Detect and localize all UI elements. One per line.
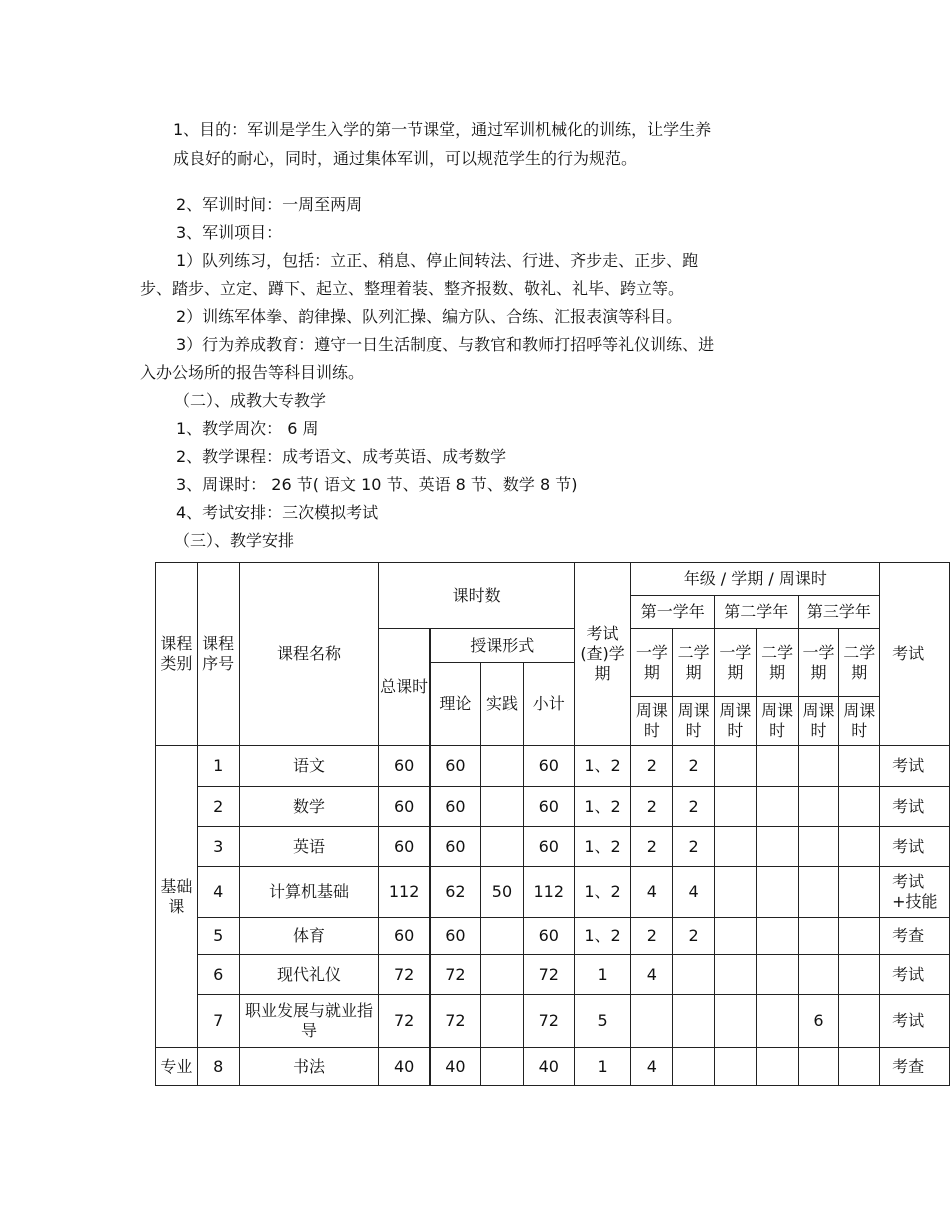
header-weekly-3: 周课时 bbox=[715, 697, 757, 746]
row-weekly bbox=[756, 1048, 798, 1086]
row-weekly bbox=[756, 827, 798, 867]
row-name: 英语 bbox=[239, 827, 379, 867]
row-seq: 1 bbox=[197, 746, 239, 787]
row-weekly bbox=[715, 918, 757, 955]
header-subtotal: 小计 bbox=[523, 663, 574, 746]
row-theory: 60 bbox=[430, 746, 481, 787]
row-total: 60 bbox=[379, 918, 430, 955]
row-seq: 3 bbox=[197, 827, 239, 867]
header-weekly-4: 周课时 bbox=[756, 697, 798, 746]
row-weekly bbox=[756, 918, 798, 955]
header-weekly-2: 周课时 bbox=[673, 697, 715, 746]
row-weekly bbox=[673, 955, 715, 995]
category-basic: 基础课 bbox=[156, 746, 198, 1048]
weekly-hours: 3、周课时： 26 节( 语文 10 节、英语 8 节、数学 8 节) bbox=[176, 475, 578, 494]
row-practice bbox=[481, 827, 524, 867]
row-weekly: 4 bbox=[631, 1048, 673, 1086]
row-practice bbox=[481, 1048, 524, 1086]
row-weekly bbox=[631, 995, 673, 1048]
row-name: 现代礼仪 bbox=[239, 955, 379, 995]
row-subtotal: 40 bbox=[523, 1048, 574, 1086]
row-theory: 60 bbox=[430, 918, 481, 955]
section2-title: （二）、成教大专教学 bbox=[174, 391, 327, 410]
table-row bbox=[156, 1048, 950, 1086]
row-exam-term: 1 bbox=[574, 955, 631, 995]
header-year3: 第三学年 bbox=[798, 596, 880, 629]
row-subtotal: 72 bbox=[523, 995, 574, 1048]
teaching-plan-table bbox=[155, 562, 950, 1086]
row-subtotal: 60 bbox=[523, 787, 574, 827]
row-seq: 2 bbox=[197, 787, 239, 827]
row-subtotal: 60 bbox=[523, 827, 574, 867]
row-weekly bbox=[673, 995, 715, 1048]
row-total: 60 bbox=[379, 746, 430, 787]
row-assess: 考试 bbox=[880, 955, 950, 995]
row-assess: 考查 bbox=[880, 918, 950, 955]
row-practice bbox=[481, 995, 524, 1048]
row-theory: 60 bbox=[430, 787, 481, 827]
row-weekly: 2 bbox=[673, 787, 715, 827]
row-weekly bbox=[839, 867, 880, 918]
row-weekly bbox=[715, 746, 757, 787]
header-category: 课程类别 bbox=[156, 563, 198, 746]
purpose-line-1: 1、目的：军训是学生入学的第一节课堂，通过军训机械化的训练，让学生养 bbox=[173, 120, 712, 139]
row-seq: 7 bbox=[197, 995, 239, 1048]
header-y1-t2: 二学期 bbox=[673, 629, 715, 697]
row-theory: 72 bbox=[430, 995, 481, 1048]
row-seq: 6 bbox=[197, 955, 239, 995]
row-weekly: 4 bbox=[673, 867, 715, 918]
row-weekly bbox=[756, 787, 798, 827]
row-practice bbox=[481, 918, 524, 955]
row-assess: 考试 bbox=[880, 827, 950, 867]
row-weekly bbox=[756, 867, 798, 918]
row-weekly bbox=[715, 787, 757, 827]
row-weekly bbox=[839, 787, 880, 827]
row-theory: 40 bbox=[430, 1048, 481, 1086]
row-assess: 考试 bbox=[880, 995, 950, 1048]
row-weekly bbox=[798, 867, 839, 918]
row-practice bbox=[481, 787, 524, 827]
teaching-courses: 2、教学课程：成考语文、成考英语、成考数学 bbox=[176, 447, 507, 466]
row-weekly bbox=[798, 787, 839, 827]
header-row-1 bbox=[156, 563, 950, 596]
header-weekly-6: 周课时 bbox=[839, 697, 880, 746]
row-practice bbox=[481, 955, 524, 995]
header-hours-group: 课时数 bbox=[379, 563, 574, 629]
row-theory: 62 bbox=[430, 867, 481, 918]
category-major: 专业 bbox=[156, 1048, 198, 1086]
row-weekly: 2 bbox=[631, 827, 673, 867]
row-total: 72 bbox=[379, 995, 430, 1048]
row-total: 72 bbox=[379, 955, 430, 995]
row-seq: 5 bbox=[197, 918, 239, 955]
row-weekly bbox=[839, 746, 880, 787]
header-name: 课程名称 bbox=[239, 563, 379, 746]
header-year2: 第二学年 bbox=[715, 596, 799, 629]
table-row bbox=[156, 867, 950, 918]
training-time: 2、军训时间：一周至两周 bbox=[176, 195, 363, 214]
row-weekly: 2 bbox=[631, 746, 673, 787]
row-name: 职业发展与就业指导 bbox=[239, 995, 379, 1048]
row-theory: 60 bbox=[430, 827, 481, 867]
header-total: 总课时 bbox=[379, 629, 430, 746]
row-theory: 72 bbox=[430, 955, 481, 995]
row-assess: 考试 bbox=[880, 746, 950, 787]
row-weekly bbox=[839, 1048, 880, 1086]
header-y3-t2: 二学期 bbox=[839, 629, 880, 697]
row-seq: 4 bbox=[197, 867, 239, 918]
training-items-title: 3、军训项目： bbox=[176, 223, 283, 242]
header-year1: 第一学年 bbox=[631, 596, 715, 629]
header-form: 授课形式 bbox=[430, 629, 574, 663]
row-weekly: 2 bbox=[673, 746, 715, 787]
row-exam-term: 5 bbox=[574, 995, 631, 1048]
row-weekly bbox=[839, 995, 880, 1048]
row-subtotal: 60 bbox=[523, 918, 574, 955]
row-weekly bbox=[798, 1048, 839, 1086]
row-name: 书法 bbox=[239, 1048, 379, 1086]
item1-line-2: 步、踏步、立定、蹲下、起立、整理着装、整齐报数、敬礼、礼毕、跨立等。 bbox=[140, 279, 685, 298]
row-weekly bbox=[715, 955, 757, 995]
row-weekly: 4 bbox=[631, 867, 673, 918]
table-row bbox=[156, 827, 950, 867]
row-weekly bbox=[715, 1048, 757, 1086]
teaching-weeks: 1、教学周次： 6 周 bbox=[176, 419, 319, 438]
header-practice: 实践 bbox=[481, 663, 524, 746]
row-weekly bbox=[798, 827, 839, 867]
row-weekly bbox=[715, 827, 757, 867]
row-weekly bbox=[798, 746, 839, 787]
row-weekly: 4 bbox=[631, 955, 673, 995]
row-total: 60 bbox=[379, 787, 430, 827]
row-subtotal: 112 bbox=[523, 867, 574, 918]
row-practice bbox=[481, 746, 524, 787]
row-exam-term: 1 bbox=[574, 1048, 631, 1086]
row-weekly bbox=[839, 955, 880, 995]
header-theory: 理论 bbox=[430, 663, 481, 746]
row-weekly bbox=[756, 995, 798, 1048]
header-assess: 考试 bbox=[880, 563, 950, 746]
row-weekly bbox=[756, 746, 798, 787]
row-name: 计算机基础 bbox=[239, 867, 379, 918]
header-y3-t1: 一学期 bbox=[798, 629, 839, 697]
item1-line-1: 1）队列练习，包括：立正、稍息、停止间转法、行进、齐步走、正步、跑 bbox=[176, 251, 699, 270]
row-weekly bbox=[756, 955, 798, 995]
row-weekly: 6 bbox=[798, 995, 839, 1048]
header-seq: 课程序号 bbox=[197, 563, 239, 746]
row-name: 体育 bbox=[239, 918, 379, 955]
row-weekly bbox=[715, 995, 757, 1048]
row-weekly: 2 bbox=[631, 918, 673, 955]
table-row bbox=[156, 995, 950, 1048]
exam-arrangement: 4、考试安排：三次模拟考试 bbox=[176, 503, 379, 522]
row-practice: 50 bbox=[481, 867, 524, 918]
row-assess: 考试 bbox=[880, 787, 950, 827]
header-y2-t1: 一学期 bbox=[715, 629, 757, 697]
row-total: 60 bbox=[379, 827, 430, 867]
row-name: 语文 bbox=[239, 746, 379, 787]
row-exam-term: 1、2 bbox=[574, 827, 631, 867]
row-weekly bbox=[798, 918, 839, 955]
header-y1-t1: 一学期 bbox=[631, 629, 673, 697]
header-exam-term: 考试(查)学期 bbox=[574, 563, 631, 746]
header-weekly-5: 周课时 bbox=[798, 697, 839, 746]
row-assess: 考查 bbox=[880, 1048, 950, 1086]
row-weekly bbox=[798, 955, 839, 995]
row-weekly bbox=[673, 1048, 715, 1086]
row-weekly: 2 bbox=[631, 787, 673, 827]
item3-line-2: 入办公场所的报告等科目训练。 bbox=[140, 363, 365, 382]
row-weekly bbox=[715, 867, 757, 918]
row-weekly: 2 bbox=[673, 827, 715, 867]
header-y2-t2: 二学期 bbox=[756, 629, 798, 697]
section3-title: （三）、教学安排 bbox=[174, 531, 295, 550]
table-row bbox=[156, 918, 950, 955]
row-exam-term: 1、2 bbox=[574, 918, 631, 955]
row-assess: 考试+技能 bbox=[880, 867, 950, 918]
purpose-line-2: 成良好的耐心，同时，通过集体军训，可以规范学生的行为规范。 bbox=[173, 149, 638, 168]
table-row bbox=[156, 746, 950, 787]
header-weekly-1: 周课时 bbox=[631, 697, 673, 746]
row-subtotal: 72 bbox=[523, 955, 574, 995]
item2: 2）训练军体拳、韵律操、队列汇操、编方队、合练、汇报表演等科目。 bbox=[176, 307, 683, 326]
row-seq: 8 bbox=[197, 1048, 239, 1086]
table-row bbox=[156, 955, 950, 995]
row-subtotal: 60 bbox=[523, 746, 574, 787]
row-total: 112 bbox=[379, 867, 430, 918]
item3-line-1: 3）行为养成教育：遵守一日生活制度、与教官和教师打招呼等礼仪训练、进 bbox=[176, 335, 715, 354]
row-weekly bbox=[839, 827, 880, 867]
row-name: 数学 bbox=[239, 787, 379, 827]
header-grade-group: 年级 / 学期 / 周课时 bbox=[631, 563, 880, 596]
row-exam-term: 1、2 bbox=[574, 746, 631, 787]
table-row bbox=[156, 787, 950, 827]
row-total: 40 bbox=[379, 1048, 430, 1086]
row-exam-term: 1、2 bbox=[574, 787, 631, 827]
row-weekly: 2 bbox=[673, 918, 715, 955]
row-weekly bbox=[839, 918, 880, 955]
row-exam-term: 1、2 bbox=[574, 867, 631, 918]
